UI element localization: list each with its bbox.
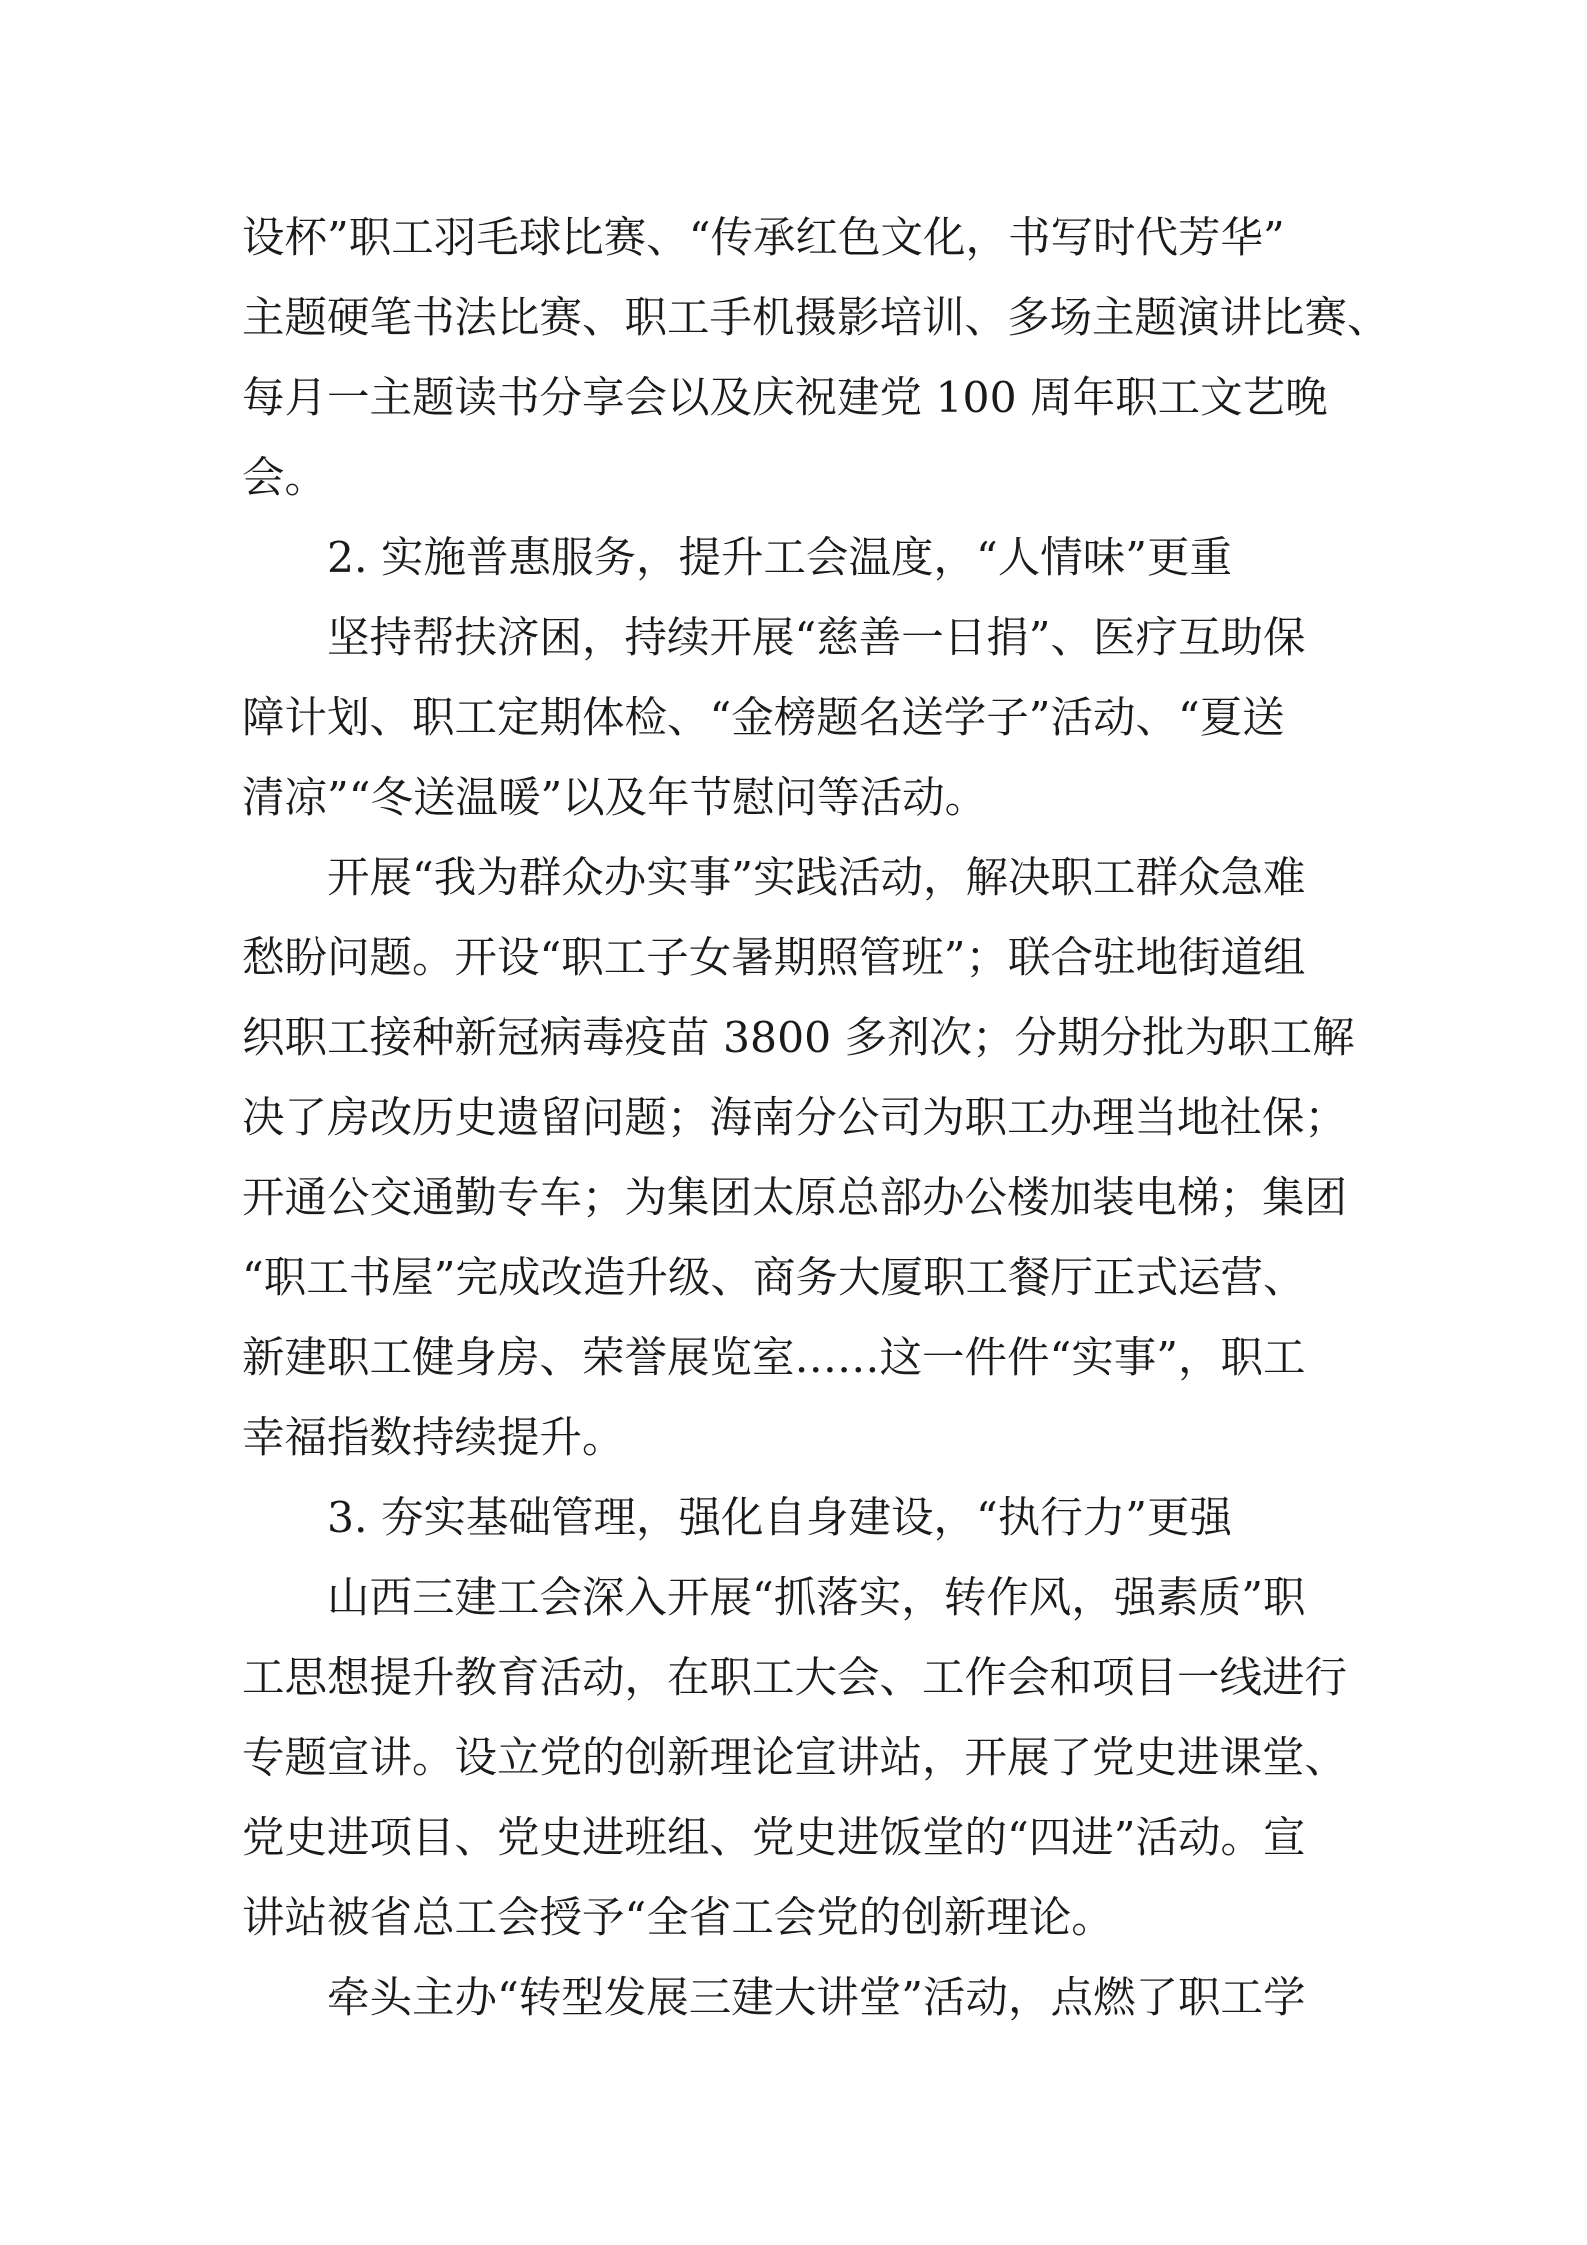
text-line: 新建职工健身房、荣誉展览室……这一件件“实事”，职工 (242, 1334, 1306, 1383)
text-line: 清凉”“冬送温暖”以及年节慰问等活动。 (242, 774, 988, 823)
text-line: 主题硬笔书法比赛、职工手机摄影培训、多场主题演讲比赛、 (242, 294, 1390, 343)
text-line: 3. 夯实基础管理，强化自身建设，“执行力”更强 (327, 1494, 1233, 1543)
paragraph (242, 839, 1355, 1479)
text-line: 讲站被省总工会授予“全省工会党的创新理论。 (242, 1894, 1114, 1943)
text-line: 2. 实施普惠服务，提升工会温度，“人情味”更重 (327, 534, 1233, 583)
text-line: 设杯”职工羽毛球比赛、“传承红色文化，书写时代芳华” (242, 214, 1285, 263)
text-line: 开展“我为群众办实事”实践活动，解决职工群众急难 (327, 854, 1306, 903)
text-line: 坚持帮扶济困，持续开展“慈善一日捐”、医疗互助保 (327, 614, 1306, 663)
text-line: 决了房改历史遗留问题；海南分公司为职工办理当地社保； (242, 1094, 1348, 1143)
text-line: 山西三建工会深入开展“抓落实，转作风，强素质”职 (327, 1574, 1306, 1623)
text-line: 开通公交通勤专车；为集团太原总部办公楼加装电梯；集团 (242, 1174, 1348, 1223)
text-line: 专题宣讲。设立党的创新理论宣讲站，开展了党史进课堂、 (242, 1734, 1348, 1783)
text-line: 障计划、职工定期体检、“金榜题名送学子”活动、“夏送 (242, 694, 1285, 743)
text-line: 牵头主办“转型发展三建大讲堂”活动，点燃了职工学 (327, 1974, 1306, 2023)
text-line: “职工书屋”完成改造升级、商务大厦职工餐厅正式运营、 (242, 1254, 1306, 1303)
text-line: 党史进项目、党史进班组、党史进饭堂的“四进”活动。宣 (242, 1814, 1306, 1863)
document-body (242, 199, 1390, 2039)
text-line: 工思想提升教育活动，在职工大会、工作会和项目一线进行 (242, 1654, 1348, 1703)
paragraph (242, 1559, 1352, 1959)
paragraph (242, 1479, 1352, 1559)
paragraph (242, 199, 1390, 519)
paragraph (242, 519, 1352, 599)
paragraph (242, 1959, 1352, 2039)
paragraph (242, 599, 1352, 839)
text-line: 每月一主题读书分享会以及庆祝建党 100 周年职工文艺晚 (242, 374, 1328, 423)
text-line: 幸福指数持续提升。 (242, 1414, 625, 1463)
text-line: 愁盼问题。开设“职工子女暑期照管班”；联合驻地街道组 (242, 934, 1306, 983)
text-line: 会。 (242, 454, 328, 503)
text-line: 织职工接种新冠病毒疫苗 3800 多剂次；分期分批为职工解 (242, 1014, 1355, 1063)
